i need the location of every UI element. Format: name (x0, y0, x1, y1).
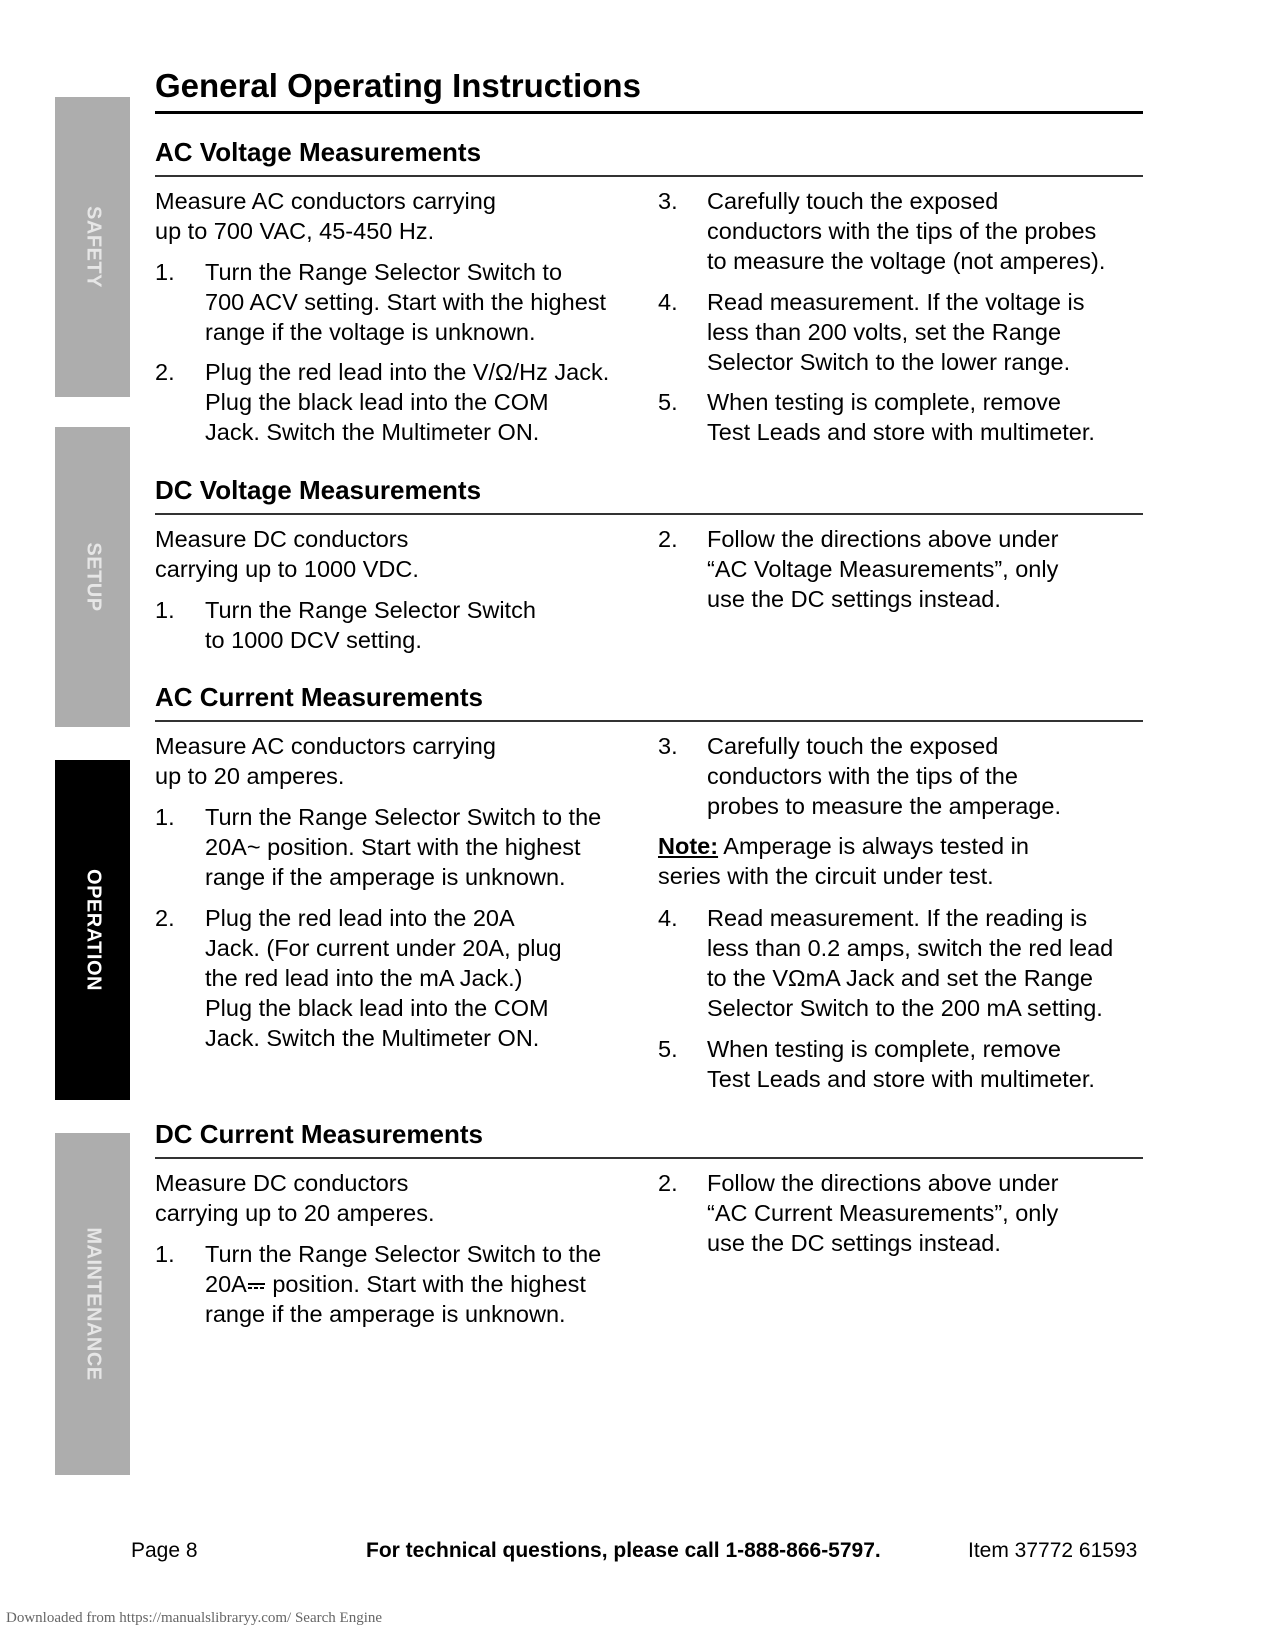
step-text: the red lead into the mA Jack.) (205, 965, 523, 991)
section-title-ac-current: AC Current Measurements (155, 682, 483, 712)
section-divider (155, 175, 1143, 177)
step-text: Test Leads and store with multimeter. (707, 419, 1095, 445)
step-text: Carefully touch the exposed (707, 188, 999, 214)
step-text: range if the voltage is unknown. (205, 319, 536, 345)
footer-page-number: Page 8 (131, 1539, 198, 1562)
step-number: 4. (658, 289, 678, 315)
step-text: use the DC settings instead. (707, 586, 1001, 612)
step-text: less than 200 volts, set the Range (707, 319, 1062, 345)
step-text: Read measurement. If the voltage is (707, 289, 1085, 315)
step-number: 1. (155, 804, 175, 830)
step-text: to 1000 DCV setting. (205, 627, 422, 653)
step-text: 700 ACV setting. Start with the highest (205, 289, 607, 315)
step-text: “AC Voltage Measurements”, only (707, 556, 1059, 582)
footer-item-number: Item 37772 61593 (968, 1539, 1138, 1562)
step-text: conductors with the tips of the (707, 763, 1018, 789)
step-text: Carefully touch the exposed (707, 733, 999, 759)
step-text: probes to measure the amperage. (707, 793, 1062, 819)
note-label: Note: (658, 833, 719, 859)
step-text: Follow the directions above under (707, 526, 1059, 552)
step-text (205, 1269, 586, 1299)
step-text: Plug the black lead into the COM (205, 995, 549, 1021)
step-text-fragment: position. Start with the highest (265, 1271, 586, 1297)
step-text: Test Leads and store with multimeter. (707, 1066, 1095, 1092)
step-text: Read measurement. If the reading is (707, 905, 1088, 931)
side-tab-operation[interactable] (55, 760, 130, 1100)
intro-text: carrying up to 1000 VDC. (155, 556, 419, 582)
dc-current-symbol-icon (248, 1281, 265, 1291)
step-number: 1. (155, 1241, 175, 1267)
step-number: 5. (658, 1036, 678, 1062)
section-title-dc-current: DC Current Measurements (155, 1119, 483, 1149)
step-text: When testing is complete, remove (707, 389, 1061, 415)
side-tab-label: SAFETY (82, 206, 104, 288)
step-text: Plug the red lead into the V/Ω/Hz Jack. (205, 359, 610, 385)
step-number: 5. (658, 389, 678, 415)
step-text: less than 0.2 amps, switch the red lead (707, 935, 1114, 961)
title-divider (155, 111, 1143, 114)
intro-text: up to 20 amperes. (155, 763, 345, 789)
step-number: 2. (155, 905, 175, 931)
step-text: Selector Switch to the 200 mA setting. (707, 995, 1103, 1021)
side-tab-label: MAINTENANCE (82, 1227, 104, 1381)
step-number: 4. (658, 905, 678, 931)
step-text: Jack. (For current under 20A, plug (205, 935, 562, 961)
step-text: 20A~ position. Start with the highest (205, 834, 581, 860)
section-divider (155, 720, 1143, 722)
step-text: Follow the directions above under (707, 1170, 1059, 1196)
section-title-ac-voltage: AC Voltage Measurements (155, 137, 482, 167)
note-body: Amperage is always tested in (718, 833, 1029, 859)
step-number: 2. (658, 1170, 678, 1196)
section-divider (155, 513, 1143, 515)
step-text: When testing is complete, remove (707, 1036, 1061, 1062)
side-tab-maintenance[interactable] (55, 1133, 130, 1475)
step-text: Turn the Range Selector Switch to (205, 259, 563, 285)
page-title: General Operating Instructions (155, 67, 641, 104)
step-number: 1. (155, 597, 175, 623)
section-divider (155, 1157, 1143, 1159)
step-number: 3. (658, 733, 678, 759)
note-text: series with the circuit under test. (658, 863, 994, 889)
step-text: to the VΩmA Jack and set the Range (707, 965, 1093, 991)
note-text (658, 831, 1029, 861)
step-text: Turn the Range Selector Switch (205, 597, 536, 623)
side-tab-label: OPERATION (82, 869, 104, 991)
step-text: Jack. Switch the Multimeter ON. (205, 419, 540, 445)
step-text: range if the amperage is unknown. (205, 864, 566, 890)
step-text: conductors with the tips of the probes (707, 218, 1097, 244)
intro-text: carrying up to 20 amperes. (155, 1200, 435, 1226)
step-text: to measure the voltage (not amperes). (707, 248, 1106, 274)
intro-text: Measure AC conductors carrying (155, 188, 496, 214)
intro-text: Measure AC conductors carrying (155, 733, 496, 759)
step-text: Jack. Switch the Multimeter ON. (205, 1025, 540, 1051)
intro-text: Measure DC conductors (155, 1170, 409, 1196)
step-text-fragment: 20A (205, 1271, 247, 1297)
step-text: use the DC settings instead. (707, 1230, 1001, 1256)
step-number: 2. (155, 359, 175, 385)
step-text: Selector Switch to the lower range. (707, 349, 1071, 375)
step-text: Plug the red lead into the 20A (205, 905, 515, 931)
step-text: range if the amperage is unknown. (205, 1301, 566, 1327)
intro-text: up to 700 VAC, 45-450 Hz. (155, 218, 435, 244)
intro-text: Measure DC conductors (155, 526, 409, 552)
side-tab-safety[interactable] (55, 97, 130, 397)
side-tab-label: SETUP (82, 542, 104, 612)
step-text: Turn the Range Selector Switch to the (205, 1241, 602, 1267)
section-title-dc-voltage: DC Voltage Measurements (155, 475, 482, 505)
step-number: 3. (658, 188, 678, 214)
step-text: “AC Current Measurements”, only (707, 1200, 1059, 1226)
step-text: Turn the Range Selector Switch to the (205, 804, 602, 830)
step-text: Plug the black lead into the COM (205, 389, 549, 415)
side-tab-setup[interactable] (55, 427, 130, 727)
step-number: 1. (155, 259, 175, 285)
download-watermark: Downloaded from https://manualslibraryy.com/ Search Engine (6, 1610, 383, 1626)
footer-support-text: For technical questions, please call 1-888-866-5797. (366, 1539, 881, 1562)
step-number: 2. (658, 526, 678, 552)
